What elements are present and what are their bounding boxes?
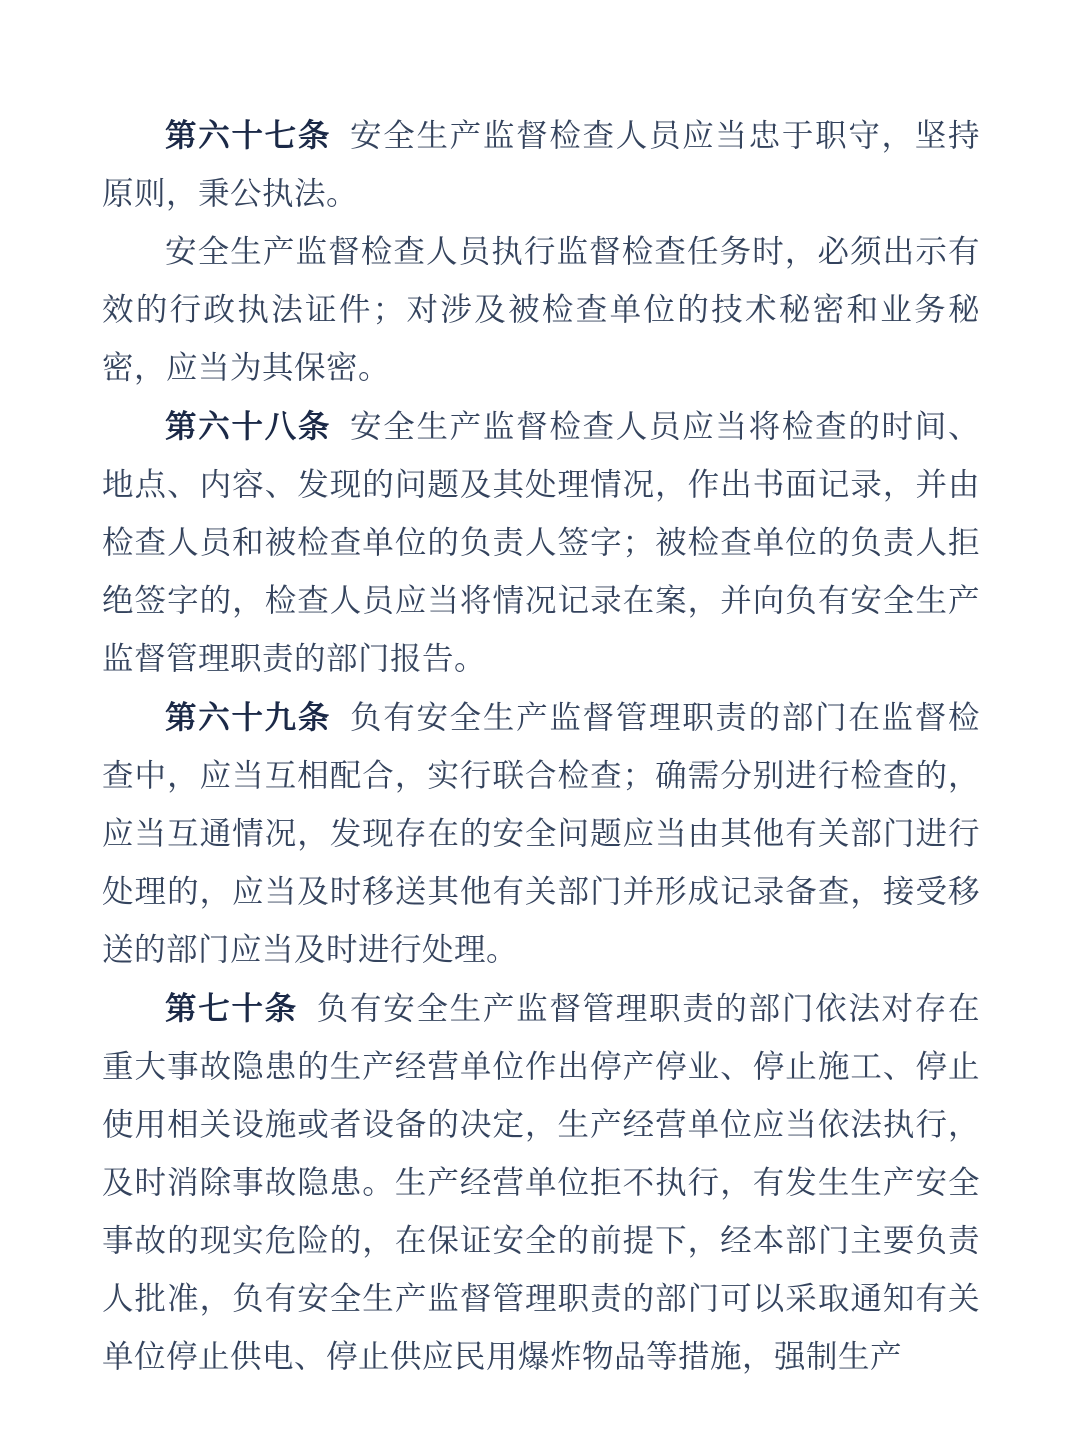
article-number: 第六十八条: [165, 408, 332, 444]
article-text: 安全生产监督检查人员执行监督检查任务时，必须出示有效的行政执法证件；对涉及被检查单位的技术秘密和业务秘密，应当为其保密。: [102, 234, 980, 385]
article-number: 第七十条: [165, 990, 298, 1026]
article-paragraph: [102, 397, 980, 688]
article-paragraph: [102, 979, 980, 1386]
article-paragraph: [102, 223, 980, 397]
article-text: 安全生产监督检查人员应当忠于职守，坚持原则，秉公执法。: [102, 118, 980, 211]
article-paragraph: [102, 106, 980, 223]
article-number: 第六十七条: [165, 117, 332, 153]
article-text: 负有安全生产监督管理职责的部门在监督检查中，应当互相配合，实行联合检查；确需分别进行检查的，应当互通情况，发现存在的安全问题应当由其他有关部门进行处理的，应当及时移送其他有关部门并形成记录备查，接受移送的部门应当及时进行处理。: [102, 700, 980, 967]
article-paragraph: [102, 688, 980, 979]
article-number: 第六十九条: [165, 699, 332, 735]
article-text: 负有安全生产监督管理职责的部门依法对存在重大事故隐患的生产经营单位作出停产停业、停止施工、停止使用相关设施或者设备的决定，生产经营单位应当依法执行，及时消除事故隐患。生产经营单位拒不执行，有发生生产安全事故的现实危险的，在保证安全的前提下，经本部门主要负责人批准，负有安全生产监督管理职责的部门可以采取通知有关单位停止供电、停止供应民用爆炸物品等措施，强制生产: [102, 991, 980, 1374]
article-text: 安全生产监督检查人员应当将检查的时间、地点、内容、发现的问题及其处理情况，作出书面记录，并由检查人员和被检查单位的负责人签字；被检查单位的负责人拒绝签字的，检查人员应当将情况记录在案，并向负有安全生产监督管理职责的部门报告。: [102, 409, 980, 676]
